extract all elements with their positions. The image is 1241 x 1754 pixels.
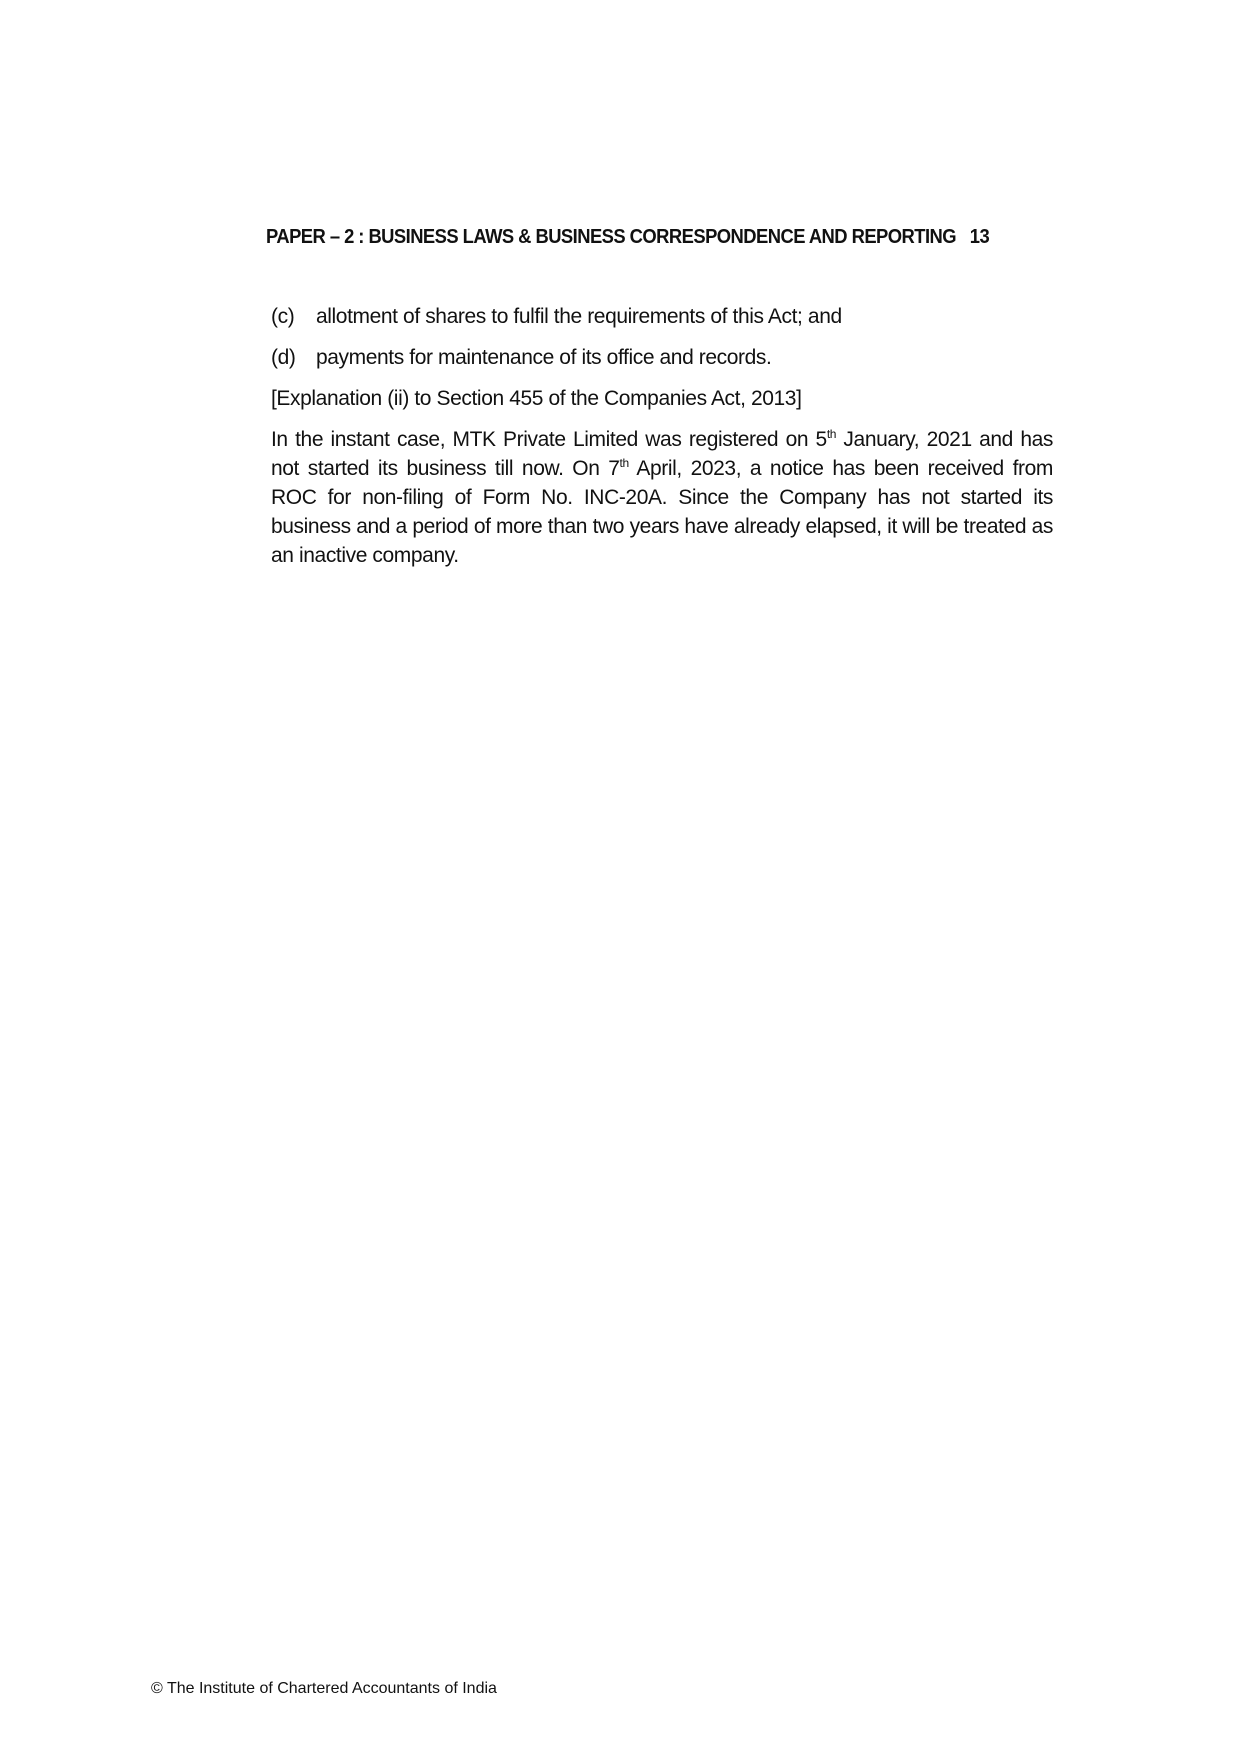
list-text: allotment of shares to fulfil the requirements of this Act; and — [316, 305, 842, 328]
list-marker: (c) — [271, 305, 295, 328]
footer-copyright: © The Institute of Chartered Accountants of India — [151, 1680, 497, 1697]
ordinal-suffix-1: th — [826, 427, 837, 441]
paragraph-text-3: April, 2023, a notice has been received from ROC for non-filing of Form No. INC-20A. Since the Company has not started its business and a period of more than two years have already elapsed, it will be treated as an inactive company. — [271, 457, 1053, 567]
list-text: payments for maintenance of its office and records. — [316, 346, 772, 369]
list-item-c — [271, 302, 1053, 331]
section-citation: [Explanation (ii) to Section 455 of the Companies Act, 2013] — [271, 387, 802, 410]
header-title: PAPER – 2 : BUSINESS LAWS & BUSINESS CORRESPONDENCE AND REPORTING — [266, 226, 957, 248]
ordinal-suffix-2: th — [619, 456, 629, 470]
main-content — [271, 302, 1053, 570]
paragraph-text-1: In the instant case, MTK Private Limited was registered on 5 — [271, 428, 827, 451]
paragraph-text-2: January, 2021 and has not started its business till now. On 7 — [271, 428, 1054, 480]
list-marker: (d) — [271, 346, 296, 369]
list-item-d — [271, 343, 1053, 372]
body-paragraph — [271, 425, 1053, 570]
page-header — [266, 226, 989, 249]
page-number: 13 — [969, 226, 990, 248]
